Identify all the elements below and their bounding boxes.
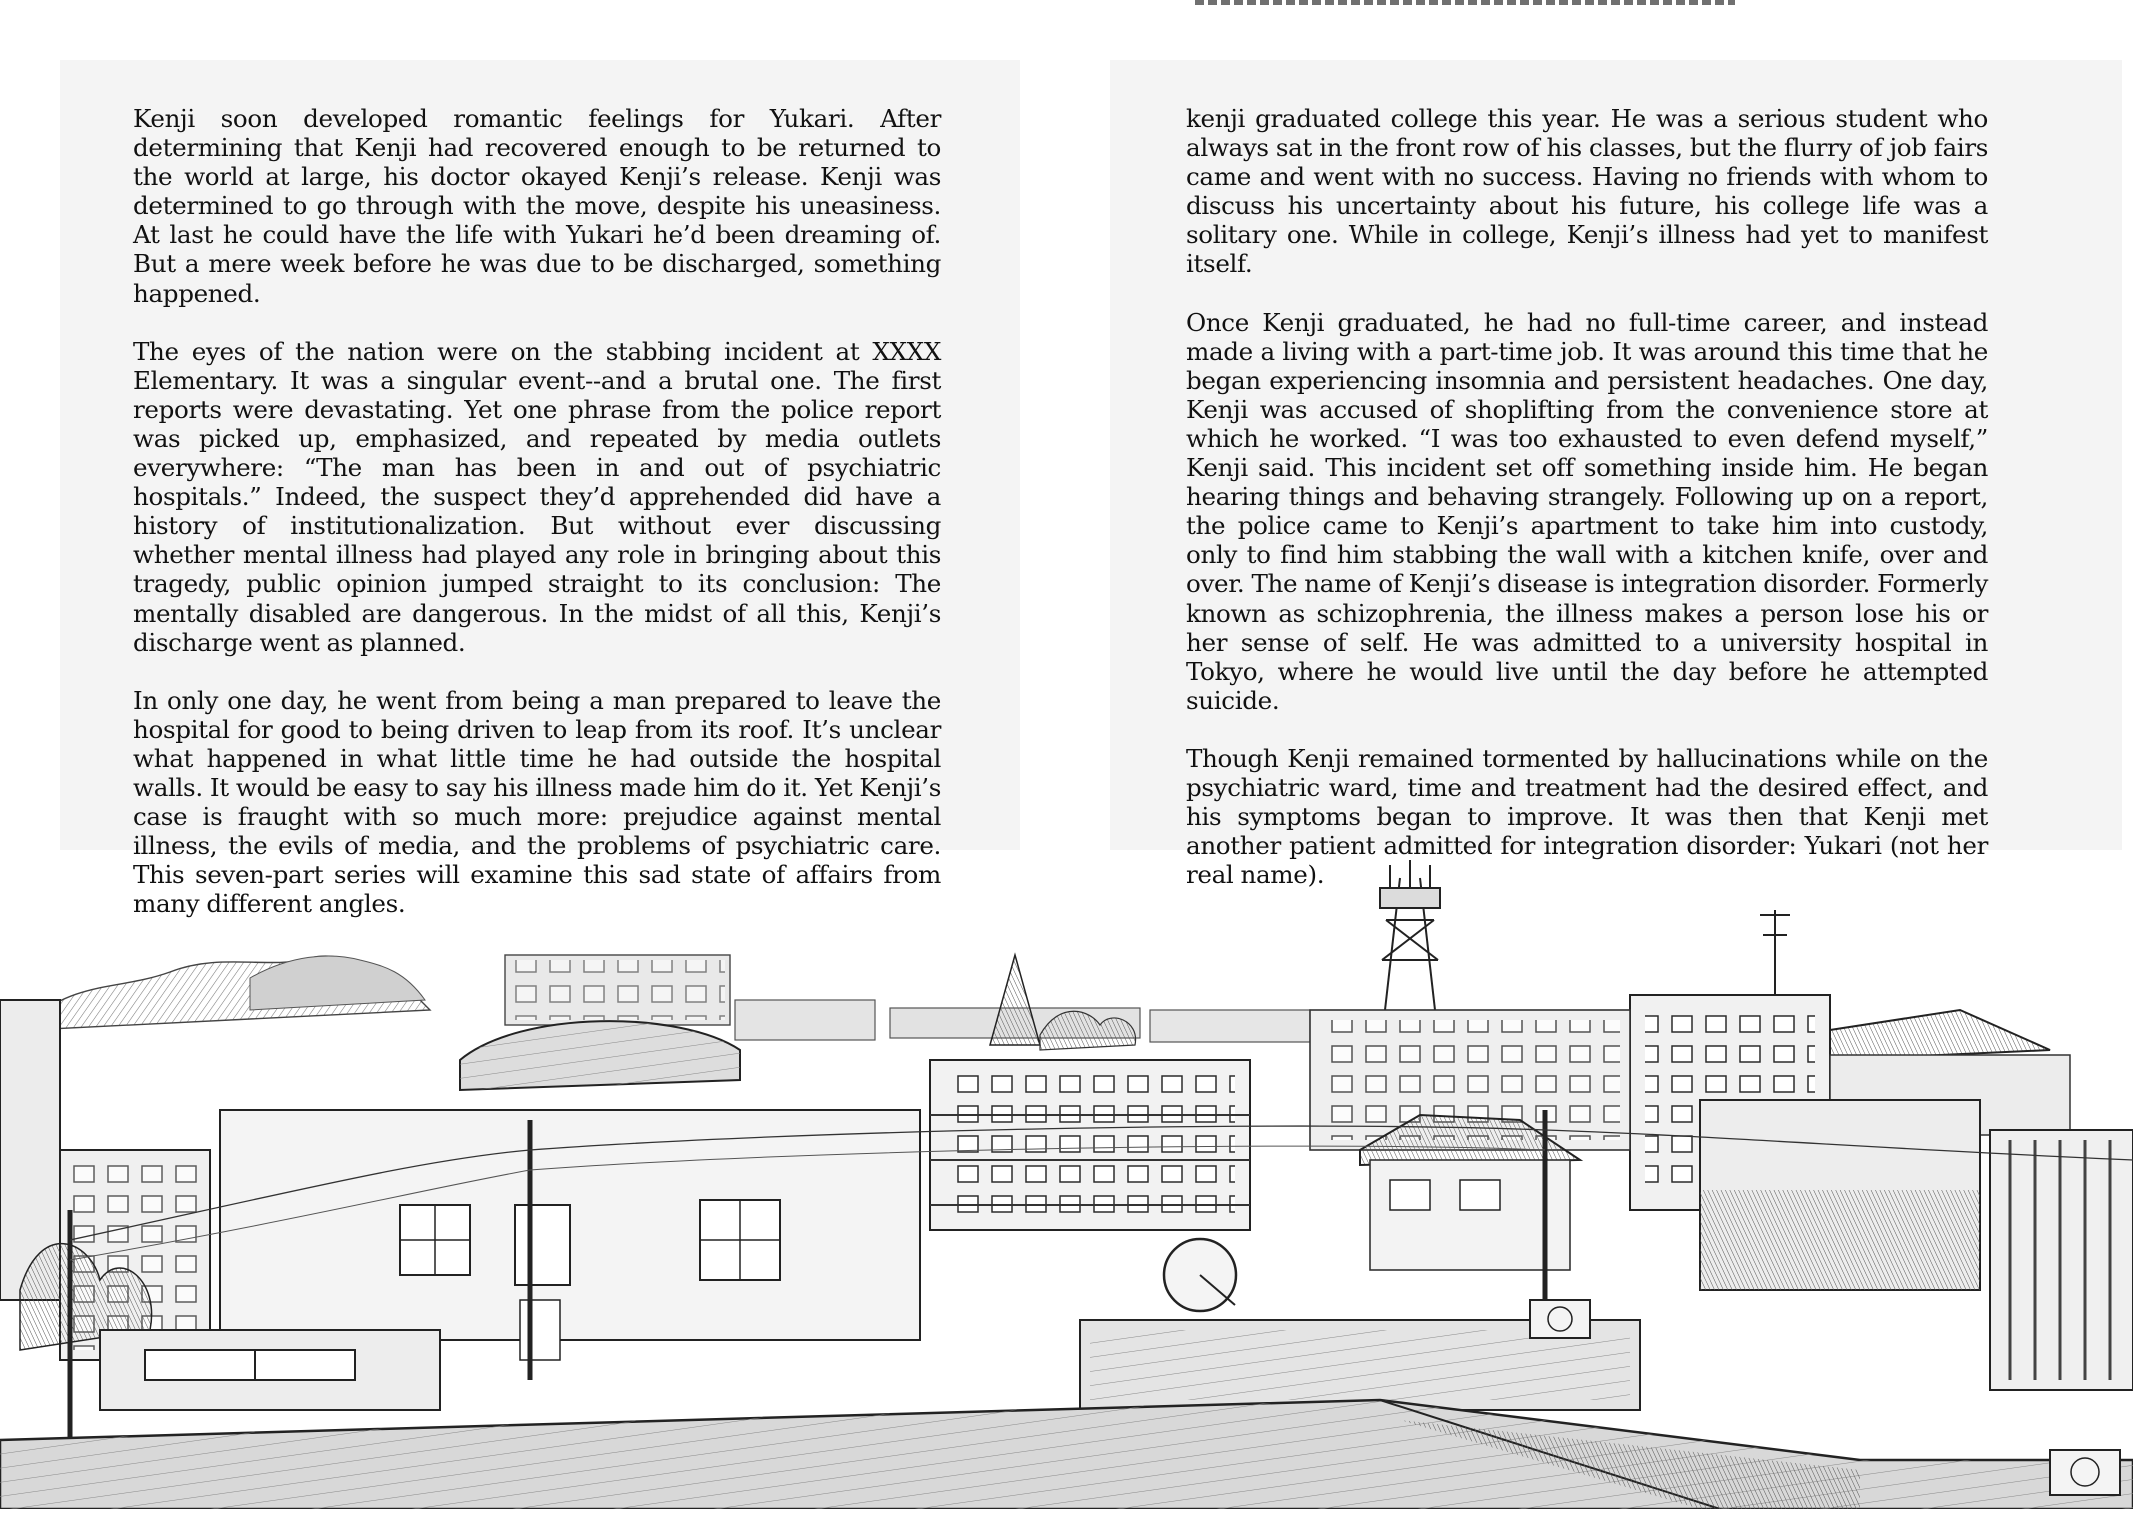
distant-building: [1150, 1010, 1310, 1042]
pine-tree: [990, 955, 1040, 1045]
radio-tower: [1380, 860, 1440, 1010]
rooftop-detail: [1090, 1330, 1630, 1400]
paragraph: Kenji soon developed romantic feelings for Yukari. After determining that Kenji had recovered enough to be returned to the world at large, his doctor okayed Kenji’s release. Kenji was determined to go through with the move, despite his uneasiness. At last he could have the life with Yukari he’d been dreaming of. But a mere week before he was due to be discharged, something happened.: [133, 104, 941, 308]
left-article-column: [133, 104, 941, 947]
apartment-building-windows: [945, 1075, 1235, 1215]
school-building-window: [520, 1300, 560, 1360]
cityscape-illustration: [0, 860, 2133, 1509]
school-building-window: [515, 1205, 570, 1285]
paragraph: kenji graduated college this year. He was a serious student who always sat in the front row of his classes, but the flurry of job fairs came and went with no success. Having no friends with whom to discuss his uncertainty about his future, his college life was a solitary one. While in college, Kenji’s illness had yet to manifest itself.: [1186, 104, 1988, 279]
building-roof: [1830, 1010, 2050, 1060]
air-conditioner-unit: [2050, 1450, 2120, 1495]
paragraph: In only one day, he went from being a man prepared to leave the hospital for good to being driven to leap from its roof. It’s unclear what happened in what little time he had outside the hospital walls. It would be easy to say his illness made him do it. Yet Kenji’s case is fraught with so much more: prejudice against mental illness, the evils of media, and the problems of psychiatric care. This seven-part series will examine this sad state of affairs from many different angles.: [133, 685, 941, 919]
paragraph: Though Kenji remained tormented by hallucinations while on the psychiatric ward, time and treatment had the desired effect, and his symptoms began to improve. It was then that Kenji met another patient admitted for integration disorder: Yukari (not her real name).: [1186, 743, 1988, 890]
low-building-window: [255, 1350, 355, 1380]
house-window: [1390, 1180, 1430, 1210]
building-shadow: [1700, 1190, 1980, 1290]
air-conditioner-unit: [1530, 1300, 1590, 1338]
right-article-column: [1186, 104, 1988, 918]
distant-building: [735, 1000, 875, 1040]
paragraph: The eyes of the nation were on the stabbing incident at XXXX Elementary. It was a singular event--and a brutal one. The first reports were devastating. Yet one phrase from the police report was picked up, emphasized, and repeated by media outlets everywhere: “The man has been in and out of psychiatric hospitals.” Indeed, the suspect they’d apprehended did have a history of institutionalization. But without ever discussing whether mental illness had played any role in bringing about this tragedy, public opinion jumped straight to its conclusion: The mentally disabled are dangerous. In the midst of all this, Kenji’s discharge went as planned.: [133, 336, 941, 657]
house-window: [1460, 1180, 1500, 1210]
cropped-header-text: [1195, 0, 1735, 5]
top-margin: [0, 0, 2133, 60]
paragraph: Once Kenji graduated, he had no full-time career, and instead made a living with a part-time job. It was around this time that he began experiencing insomnia and persistent headaches. One day, Kenji was accused of shoplifting from the convenience store at which he worked. “I was too exhausted to even defend myself,” Kenji said. This incident set off something inside him. He began hearing things and behaving strangely. Following up on a report, the police came to Kenji’s apartment to take him into custody, only to find him stabbing the wall with a kitchen knife, over and over. The name of Kenji’s disease is integration disorder. Formerly known as schizophrenia, the illness makes a person lose his or her sense of self. He was admitted to a university hospital in Tokyo, where he would live until the day before he attempted suicide.: [1186, 307, 1989, 715]
distant-building: [510, 960, 725, 1020]
house: [1370, 1160, 1570, 1270]
low-building-window: [145, 1350, 255, 1380]
